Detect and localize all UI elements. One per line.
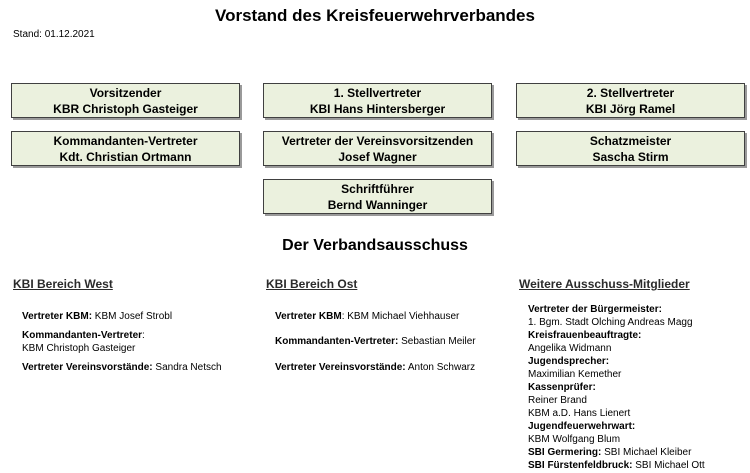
- list-item: [528, 368, 705, 381]
- list-item: [528, 407, 705, 420]
- box-role: Kommandanten-Vertreter: [53, 134, 198, 148]
- heading-weitere: Weitere Ausschuss-Mitglieder: [519, 277, 690, 291]
- entry-value: KBM Josef Strobl: [92, 311, 173, 322]
- box-name: KBI Hans Hintersberger: [309, 101, 446, 116]
- box-name: Josef Wagner: [338, 149, 417, 164]
- box-role: Vertreter der Vereinsvorsitzenden: [281, 134, 474, 148]
- entry-label: Kassenprüfer:: [528, 382, 596, 393]
- list-item: [528, 420, 705, 433]
- entry-value: Angelika Widmann: [528, 343, 612, 354]
- entry-label: Kommandanten-Vertreter:: [275, 336, 399, 347]
- box-name: Bernd Wanninger: [327, 197, 428, 212]
- list-item: [528, 433, 705, 446]
- entry-label: Jugendsprecher:: [528, 356, 610, 367]
- entry-label: Kreisfrauenbeauftragte:: [528, 330, 642, 341]
- list-item: [528, 303, 705, 316]
- entry-label: Kommandanten-Vertreter: [22, 330, 143, 341]
- entry-label: Jugendfeuerwehrwart:: [528, 421, 636, 432]
- weitere-list: [528, 303, 705, 472]
- entry-value: SBI Michael Kleiber: [601, 447, 692, 458]
- box-vereinsvorsitzenden-vertreter: [263, 131, 492, 166]
- entry-value: KBM Christoph Gasteiger: [22, 343, 136, 354]
- entry-value: Reiner Brand: [528, 395, 587, 406]
- entry-label: Vertreter der Bürgermeister:: [528, 304, 662, 315]
- box-role: 2. Stellvertreter: [586, 86, 675, 100]
- box-stellvertreter-1: [263, 83, 492, 118]
- heading-ost: KBI Bereich Ost: [266, 277, 358, 291]
- list-item: [528, 446, 705, 459]
- ost-entry-kbm: [275, 310, 459, 323]
- box-name: KBR Christoph Gasteiger: [53, 101, 198, 116]
- entry-value: : KBM Michael Viehhauser: [341, 311, 460, 322]
- box-schriftfuehrer: [263, 179, 492, 214]
- west-entry-kommandanten: [22, 329, 145, 355]
- entry-value: Sebastian Meiler: [398, 336, 476, 347]
- box-schatzmeister: [516, 131, 745, 166]
- list-item: [528, 381, 705, 394]
- box-role: 1. Stellvertreter: [333, 86, 422, 100]
- entry-label: Vertreter Vereinsvorstände:: [275, 362, 406, 373]
- list-item: [528, 355, 705, 368]
- box-role: Schatzmeister: [589, 134, 672, 148]
- list-item: [528, 394, 705, 407]
- entry-label: SBI Fürstenfeldbruck:: [528, 460, 633, 471]
- entry-value: Maximilian Kemether: [528, 369, 622, 380]
- box-vorsitzender: [11, 83, 240, 118]
- box-role: Schriftführer: [341, 182, 414, 196]
- entry-label: Vertreter Vereinsvorstände:: [22, 362, 153, 373]
- list-item: [528, 316, 705, 329]
- ost-entry-kommandanten: [275, 335, 476, 348]
- entry-label: SBI Germering:: [528, 447, 602, 458]
- box-role: Vorsitzender: [89, 86, 162, 100]
- entry-value: KBM a.D. Hans Lienert: [528, 408, 631, 419]
- entry-label: Vertreter KBM: [275, 311, 342, 322]
- list-item: [528, 342, 705, 355]
- box-name: KBI Jörg Ramel: [585, 101, 676, 116]
- box-kommandanten-vertreter: [11, 131, 240, 166]
- entry-value: Anton Schwarz: [405, 362, 476, 373]
- box-name: Kdt. Christian Ortmann: [59, 149, 192, 164]
- entry-value: Sandra Netsch: [152, 362, 222, 373]
- west-entry-verein: [22, 361, 222, 374]
- entry-label: Vertreter KBM:: [22, 311, 93, 322]
- entry-suffix: :: [142, 330, 145, 341]
- ost-entry-verein: [275, 361, 475, 374]
- page-title: Vorstand des Kreisfeuerwehrverbandes: [215, 6, 535, 25]
- box-name: Sascha Stirm: [592, 149, 669, 164]
- stand-date: Stand: 01.12.2021: [13, 29, 95, 40]
- entry-value: SBI Michael Ott: [632, 460, 705, 471]
- box-stellvertreter-2: [516, 83, 745, 118]
- ausschuss-title: Der Verbandsausschuss: [282, 237, 468, 254]
- entry-value: 1. Bgm. Stadt Olching Andreas Magg: [528, 317, 693, 328]
- entry-value: KBM Wolfgang Blum: [528, 434, 621, 445]
- west-entry-kbm: [22, 310, 172, 323]
- heading-west: KBI Bereich West: [13, 277, 113, 291]
- list-item: [528, 329, 705, 342]
- list-item: [528, 459, 705, 472]
